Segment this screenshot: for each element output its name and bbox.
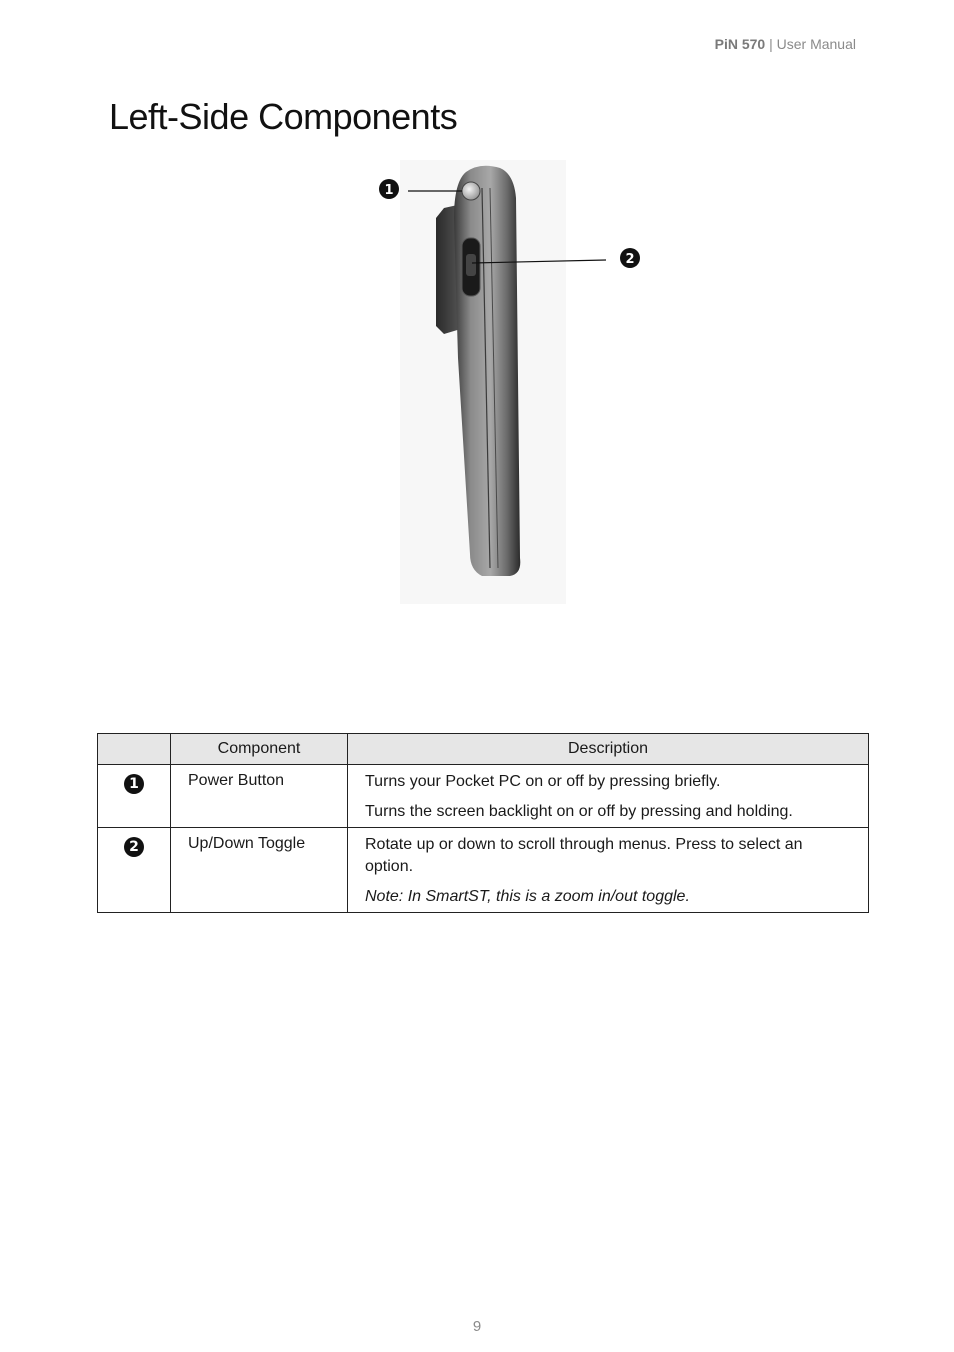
description-text: Turns your Pocket PC on or off by pressing briefly. — [365, 773, 721, 790]
callout-marker-2 — [620, 248, 640, 268]
page-number: 9 — [472, 1318, 482, 1335]
description-text: Turns the screen backlight on or off by pressing and holding. — [365, 803, 793, 820]
description-cell — [348, 878, 869, 913]
page-title: Left-Side Components — [109, 96, 458, 137]
page-header — [715, 36, 856, 52]
device-illustration — [370, 158, 660, 608]
description-cell — [348, 765, 869, 794]
header-description-col: Description — [348, 734, 869, 765]
row-marker: 2 — [124, 837, 144, 857]
header-component-col: Component — [171, 734, 348, 765]
description-text: Rotate up or down to scroll through menus. Press to select an option. — [365, 836, 803, 875]
row-marker: 1 — [124, 774, 144, 794]
svg-text:1: 1 — [384, 183, 394, 198]
header-product: PiN 570 — [714, 36, 766, 52]
toggle-wheel — [466, 254, 476, 276]
description-cell — [348, 828, 869, 879]
power-button-shape — [462, 182, 480, 200]
header-doc-title: User Manual — [776, 36, 856, 52]
table-row — [98, 828, 869, 879]
header-separator: | — [765, 36, 777, 52]
table-row — [98, 765, 869, 794]
header-marker-col — [98, 734, 171, 765]
row-marker-cell — [98, 765, 171, 828]
component-name: Up/Down Toggle — [171, 828, 348, 913]
description-cell — [348, 793, 869, 828]
description-note: Note: In SmartST, this is a zoom in/out toggle. — [365, 888, 690, 905]
components-table — [97, 733, 869, 913]
row-marker-cell — [98, 828, 171, 913]
table-header-row — [98, 734, 869, 765]
component-name: Power Button — [171, 765, 348, 828]
device-left-side-figure — [370, 158, 660, 608]
svg-text:2: 2 — [625, 252, 635, 267]
callout-marker-1 — [379, 179, 399, 199]
